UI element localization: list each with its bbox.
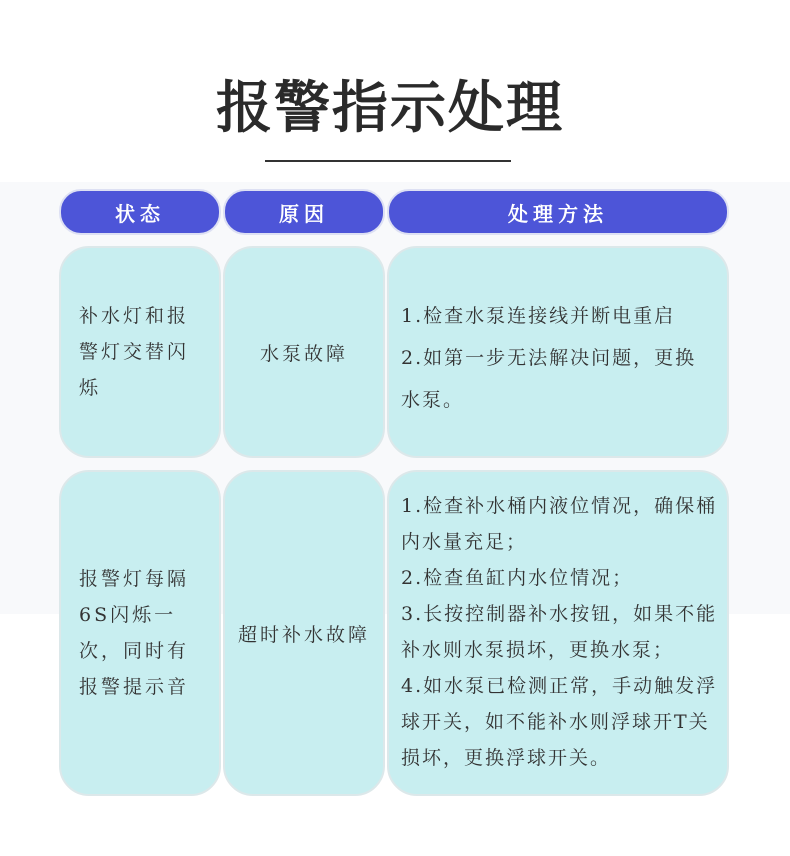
row2-reason-cell [223, 470, 385, 796]
row1-reason-cell [223, 246, 385, 458]
fix-line: 内水量充足； [401, 531, 528, 553]
row1-state-text: 补水灯和报警灯交替闪烁 [79, 305, 190, 399]
row2-state-text: 报警灯每隔6S闪烁一次，同时有报警提示音 [79, 568, 190, 698]
row1-reason-text: 水泵故障 [259, 342, 348, 365]
header-state: 状态 [59, 189, 221, 235]
header-fix: 处理方法 [387, 189, 729, 235]
header-reason: 原因 [223, 189, 385, 235]
page-title: 报警指示处理 [216, 76, 564, 141]
fix-line: 1.检查水泵连接线并断电重启 [401, 305, 676, 327]
fix-line: 补水则水泵损坏，更换水泵； [401, 639, 675, 661]
fix-line: 1.检查补水桶内液位情况，确保桶 [401, 495, 718, 517]
row2-fix-cell [387, 470, 729, 796]
row1-fix-cell [387, 246, 729, 458]
fix-line: 4.如水泵已检测正常，手动触发浮 [401, 675, 718, 697]
fix-line: 球开关，如不能补水则浮球开T关 [401, 711, 710, 733]
title-divider [265, 160, 511, 162]
fix-line: 水泵。 [401, 389, 465, 411]
fix-line: 2.检查鱼缸内水位情况； [401, 567, 634, 589]
row2-state-cell [59, 470, 221, 796]
fix-line: 损坏，更换浮球开关。 [401, 747, 612, 769]
fix-line: 3.长按控制器补水按钮，如果不能 [401, 603, 718, 625]
row2-reason-text: 超时补水故障 [237, 623, 370, 646]
row1-state-cell [59, 246, 221, 458]
fix-line: 2.如第一步无法解决问题，更换 [401, 347, 697, 369]
